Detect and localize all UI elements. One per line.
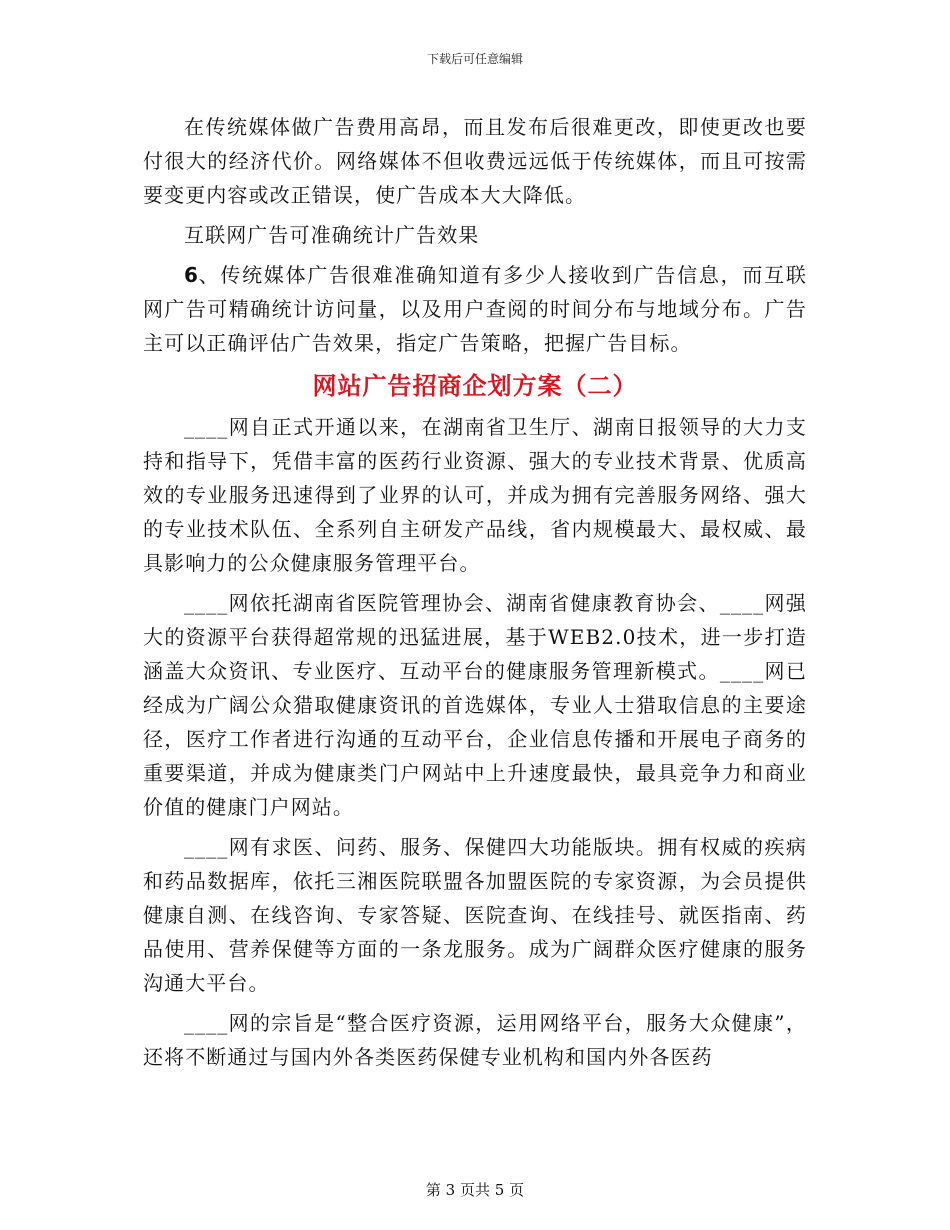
paragraph-cost: 在传统媒体做广告费用高昂，而且发布后很难更改，即使更改也要付很大的经济代价。网络媒体不但收费远远低于传统媒体，而且可按需要变更内容或改正错误，使广告成本大大降低。 bbox=[143, 115, 807, 207]
paragraph-numbered-text: 、传统媒体广告很难准确知道有多少人接收到广告信息，而互联网广告可精确统计访问量，以及用户查阅的时间分布与地域分布。广告主可以正确评估广告效果，指定广告策略，把握广告目标。 bbox=[143, 263, 807, 355]
paragraph-subheading: 互联网广告可准确统计广告效果 bbox=[184, 223, 480, 247]
paragraph-platform: ____网依托湖南省医院管理协会、湖南省健康教育协会、____网强大的资源平台获得超常规的迅猛进展，基于WEB2.0技术，进一步打造涵盖大众资讯、专业医疗、互动平台的健康服务管理新模式。____网已经成为广阔公众猎取健康资讯的首选媒体，专业人士猎取信息的主要途径，医疗工作者进行沟通的互动平台，企业信息传播和开展电子商务的重要渠道，并成为健康类门户网站中上升速度最快，最具竞争力和商业价值的健康门户网站。 bbox=[143, 591, 807, 819]
section-title: 网站广告招商企划方案（二） bbox=[312, 371, 638, 400]
paragraph-intro: ____网自正式开通以来，在湖南省卫生厅、湖南日报领导的大力支持和指导下，凭借丰富的医药行业资源、强大的专业技术背景、优质高效的专业服务迅速得到了业界的认可，并成为拥有完善服务网络、强大的专业技术队伍、全系列自主研发产品线，省内规模最大、最权威、最具影响力的公众健康服务管理平台。 bbox=[143, 415, 807, 575]
paragraph-numbered bbox=[143, 258, 807, 360]
document-body bbox=[143, 110, 807, 1080]
page-footer: 第 3 页共 5 页 bbox=[425, 1181, 525, 1199]
paragraph-features: ____网有求医、问药、服务、保健四大功能版块。拥有权威的疾病和药品数据库，依托三湘医院联盟各加盟医院的专家资源，为会员提供健康自测、在线咨询、专家答疑、医院查询、在线挂号、就医指南、药品使用、营养保健等方面的一条龙服务。成为广阔群众医疗健康的服务沟通大平台。 bbox=[143, 835, 807, 995]
page-header: 下载后可任意编辑 bbox=[426, 52, 523, 66]
paragraph-mission: ____网的宗旨是“整合医疗资源，运用网络平台，服务大众健康”，还将不断通过与国内外各类医药保健专业机构和国内外各医药 bbox=[143, 1011, 807, 1069]
paragraph-number: 6 bbox=[184, 263, 198, 287]
